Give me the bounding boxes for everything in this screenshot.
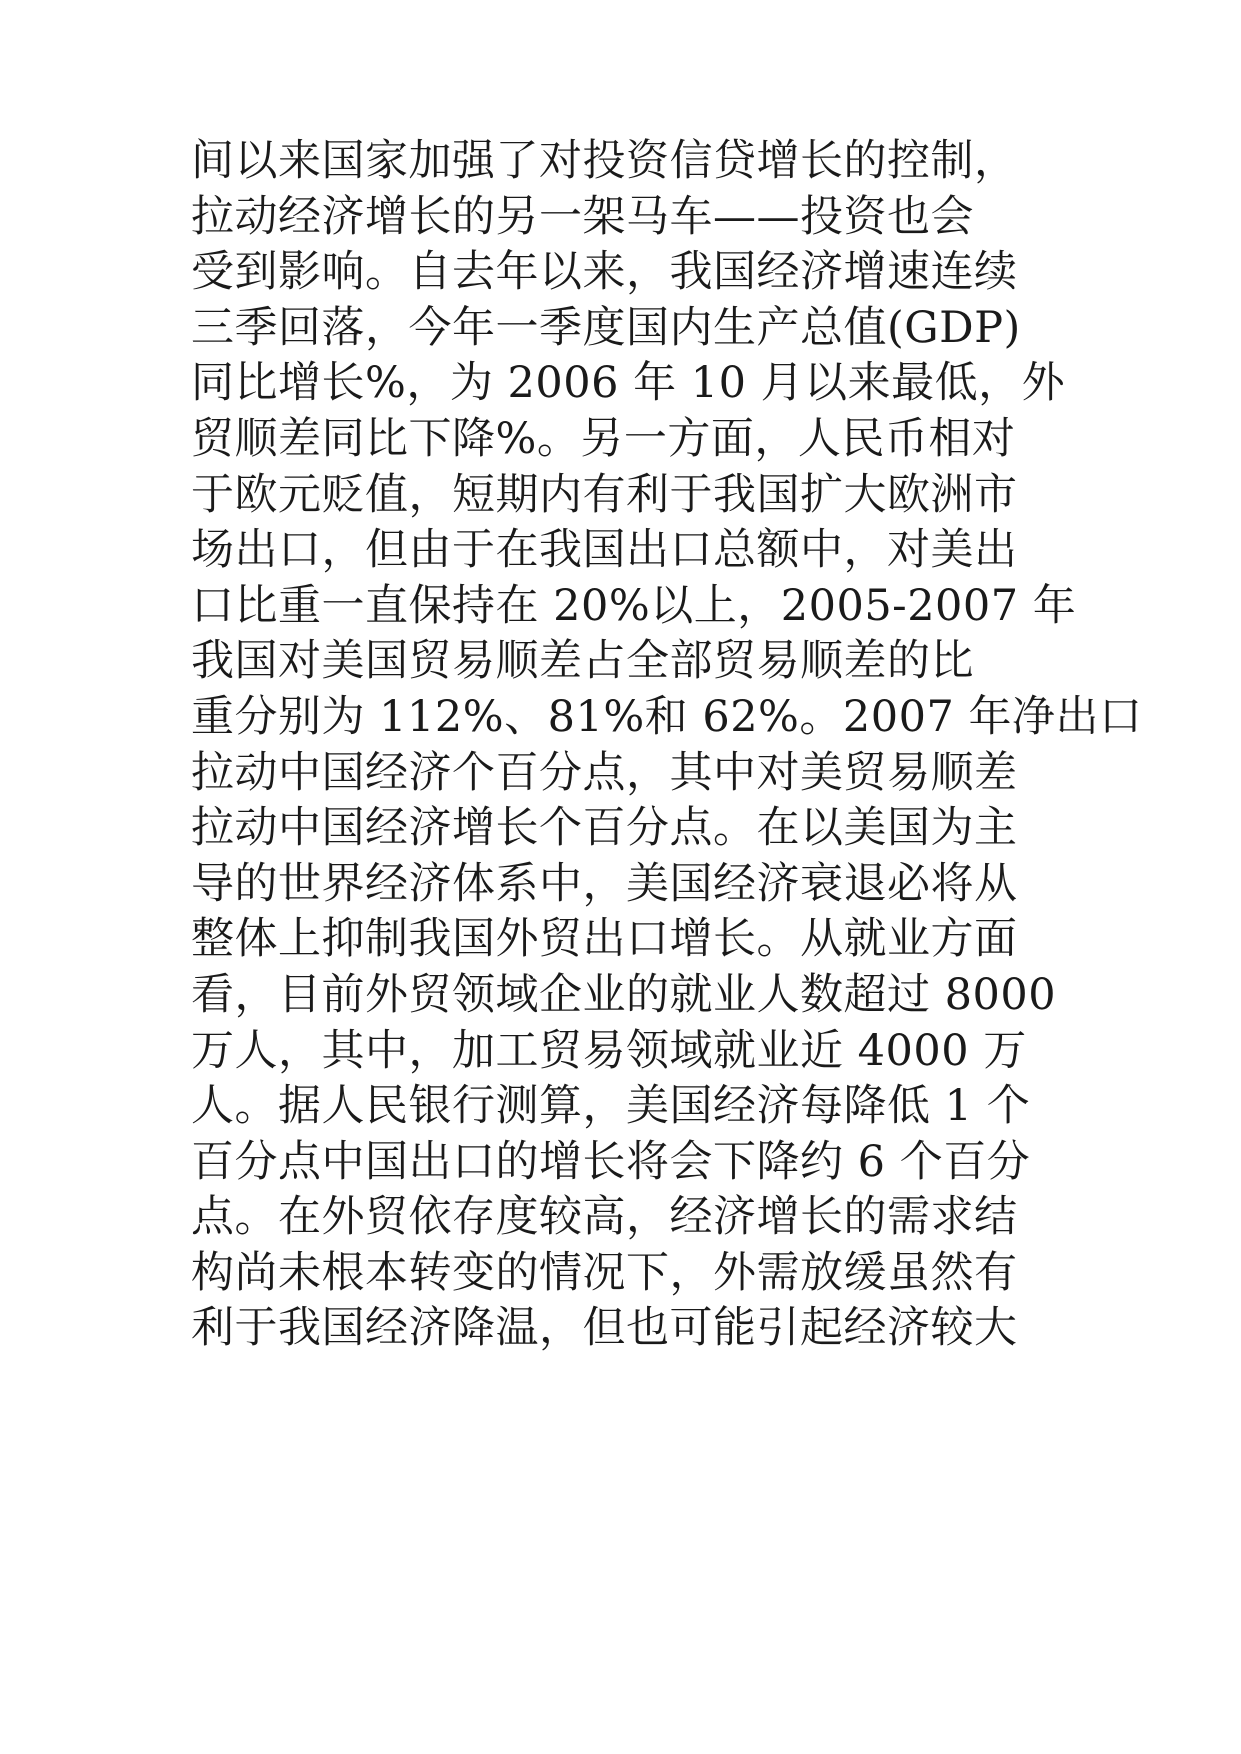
text-line: 利于我国经济降温，但也可能引起经济较大 — [191, 1303, 1018, 1354]
text-line: 同比增长%，为 2006 年 10 月以来最低，外 — [191, 358, 1066, 409]
text-line: 三季回落，今年一季度国内生产总值(GDP) — [191, 302, 1021, 353]
text-line: 于欧元贬值，短期内有利于我国扩大欧洲市 — [191, 469, 1018, 520]
text-line: 我国对美国贸易顺差占全部贸易顺差的比 — [191, 636, 974, 687]
text-line: 看，目前外贸领域企业的就业人数超过 8000 — [191, 969, 1057, 1020]
text-line: 拉动经济增长的另一架马车——投资也会 — [191, 191, 974, 242]
text-line: 构尚未根本转变的情况下，外需放缓虽然有 — [191, 1247, 1018, 1298]
text-line: 点。在外贸依存度较高，经济增长的需求结 — [191, 1192, 1018, 1243]
text-line: 人。据人民银行测算，美国经济每降低 1 个 — [191, 1081, 1031, 1132]
text-line: 口比重一直保持在 20%以上，2005-2007 年 — [191, 580, 1077, 631]
text-line: 场出口，但由于在我国出口总额中，对美出 — [191, 525, 1018, 576]
text-line: 拉动中国经济增长个百分点。在以美国为主 — [191, 803, 1018, 854]
text-line: 拉动中国经济个百分点，其中对美贸易顺差 — [191, 747, 1018, 798]
text-line: 贸顺差同比下降%。另一方面，人民币相对 — [191, 413, 1016, 464]
text-line: 百分点中国出口的增长将会下降约 6 个百分 — [191, 1136, 1031, 1187]
body-text — [191, 134, 1143, 1357]
text-line: 重分别为 112%、81%和 62%。2007 年净出口 — [191, 691, 1143, 742]
text-line: 间以来国家加强了对投资信贷增长的控制， — [191, 136, 1018, 186]
text-line: 导的世界经济体系中，美国经济衰退必将从 — [191, 858, 1018, 909]
text-line: 整体上抑制我国外贸出口增长。从就业方面 — [191, 914, 1018, 965]
text-line: 受到影响。自去年以来，我国经济增速连续 — [191, 247, 1018, 298]
text-line: 万人，其中，加工贸易领域就业近 4000 万 — [191, 1025, 1027, 1076]
